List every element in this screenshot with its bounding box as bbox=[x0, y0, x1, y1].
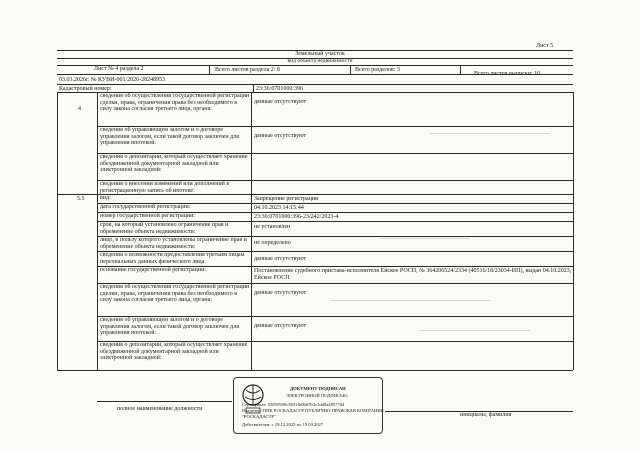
row-number: 4 bbox=[78, 106, 81, 112]
row-label: срок, на который установлено ограничение прав и обременение объекта недвижимости: bbox=[100, 222, 229, 235]
initials-label: инициалы, фамилия bbox=[460, 412, 512, 418]
cadastral-value: 23:36:0701000:396 bbox=[256, 86, 304, 92]
rule bbox=[209, 65, 210, 74]
rule bbox=[350, 65, 351, 74]
row-value: данные отсутствуют bbox=[254, 99, 307, 105]
stamp-validity: Действителен: с 29.12.2025 по 19.03.2027 bbox=[242, 422, 324, 427]
scan-streak bbox=[330, 300, 490, 301]
section-subtitle: вид объекта недвижимости bbox=[287, 58, 353, 64]
sheet-number: Лист № 4 раздела 2 bbox=[94, 66, 144, 72]
cadastral-label: Кадастровый номер: bbox=[59, 86, 112, 92]
scan-streak bbox=[380, 238, 470, 239]
date-reference: 03.03.2026г. № КУВИ-001/2026-28248953 bbox=[59, 77, 166, 83]
row-value: 04.10.2023 14:15:44 bbox=[254, 205, 304, 211]
row-value: данные отсутствуют bbox=[254, 133, 307, 139]
row-label: вид: bbox=[100, 195, 111, 201]
row-label: сведения о возможности предоставления третьим лицам персональных данных физического лица bbox=[100, 252, 245, 265]
row-label: дата государственной регистрации: bbox=[100, 204, 191, 210]
electronic-signature-stamp bbox=[233, 377, 383, 434]
row-label: лицо, в пользу которого установлены ограничение прав и обременение объекта недвижимости: bbox=[100, 237, 247, 250]
row-label: сведения о внесении изменений или дополнений в регистрационную запись об ипотеке: bbox=[100, 181, 230, 194]
row-label: сведения о депозитарии, который осуществляет хранение обездвиженной документарной закладной или электронной закладной: bbox=[100, 342, 248, 362]
rule bbox=[253, 84, 254, 92]
rule bbox=[57, 370, 573, 371]
signature-line bbox=[97, 401, 232, 402]
position-label: полное наименование должности bbox=[117, 406, 203, 412]
scan-streak bbox=[430, 133, 550, 134]
row-label: сведения об управляющем залогом и о договоре управления залогом, если такой договор заключен для управления ипотекой: bbox=[100, 317, 239, 337]
sheet-label: Лист 5 bbox=[536, 43, 554, 49]
row-value: 23:36:0701000:396-23/242/2023-4 bbox=[254, 214, 339, 220]
rule bbox=[57, 92, 58, 370]
sections-total: Всего разделов: 3 bbox=[355, 67, 400, 73]
stamp-certificate: Сертификат: 55855900c5831fb0b67b3c1dd8a48577d4 bbox=[242, 402, 345, 407]
stamp-title-1: ДОКУМЕНТ ПОДПИСАН bbox=[290, 386, 346, 391]
row-label: сведения о депозитарии, который осуществляет хранение обездвиженной документарной закладной или электронной закладной: bbox=[100, 154, 248, 174]
row-value: Постановление судебного пристава-исполнителя Ейское РОСП, № 364206524/2334 (40516/18/23034-ИП), выдан 04.10.2023, Ейское РОСП bbox=[254, 268, 572, 281]
rule bbox=[251, 92, 252, 370]
row-value: данные отсутствуют bbox=[254, 290, 307, 296]
row-value: не установлен bbox=[254, 224, 291, 230]
rule bbox=[573, 92, 574, 370]
sheets-in-section: Всего листов раздела 2: 8 bbox=[215, 67, 280, 73]
stamp-owner: Владелец: ППК РОСКАДАСТР ПУБЛИЧНО-ПРАВОВАЯ КОМПАНИЯ bbox=[242, 408, 384, 413]
row-label: номер государственной регистрации: bbox=[100, 213, 195, 219]
row-label: сведения об осуществлении государственной регистрации сделки, права, ограничения права без необходимого в силу закона согласия третьего лица, органа: bbox=[100, 93, 250, 113]
row-label: сведения об осуществлении государственной регистрации сделки, права, ограничения права без необходимого в силу закона согласия третьего лица, органа: bbox=[100, 284, 250, 304]
row-label: сведения об управляющем залогом и о договоре управления залогом, если такой договор заключен для управления ипотекой: bbox=[100, 127, 239, 147]
stamp-title-2: ЭЛЕКТРОННОЙ ПОДПИСЬЮ bbox=[286, 393, 348, 398]
row-label: основание государственной регистрации: bbox=[100, 267, 206, 273]
scan-streak bbox=[420, 330, 530, 331]
row-value: не определено bbox=[254, 240, 291, 246]
stamp-owner-name: "РОСКАДАСТР" bbox=[242, 414, 276, 419]
row-value: данные отсутствуют bbox=[254, 323, 307, 329]
row-value: данные отсутствуют bbox=[254, 256, 307, 262]
rule bbox=[57, 84, 573, 85]
row-number: 5.5 bbox=[77, 196, 85, 202]
row-value: Запрещение регистрации bbox=[254, 196, 319, 202]
rule bbox=[57, 74, 573, 75]
rule bbox=[460, 65, 461, 74]
section-title: Земельный участок bbox=[295, 51, 345, 57]
rule bbox=[97, 92, 98, 370]
